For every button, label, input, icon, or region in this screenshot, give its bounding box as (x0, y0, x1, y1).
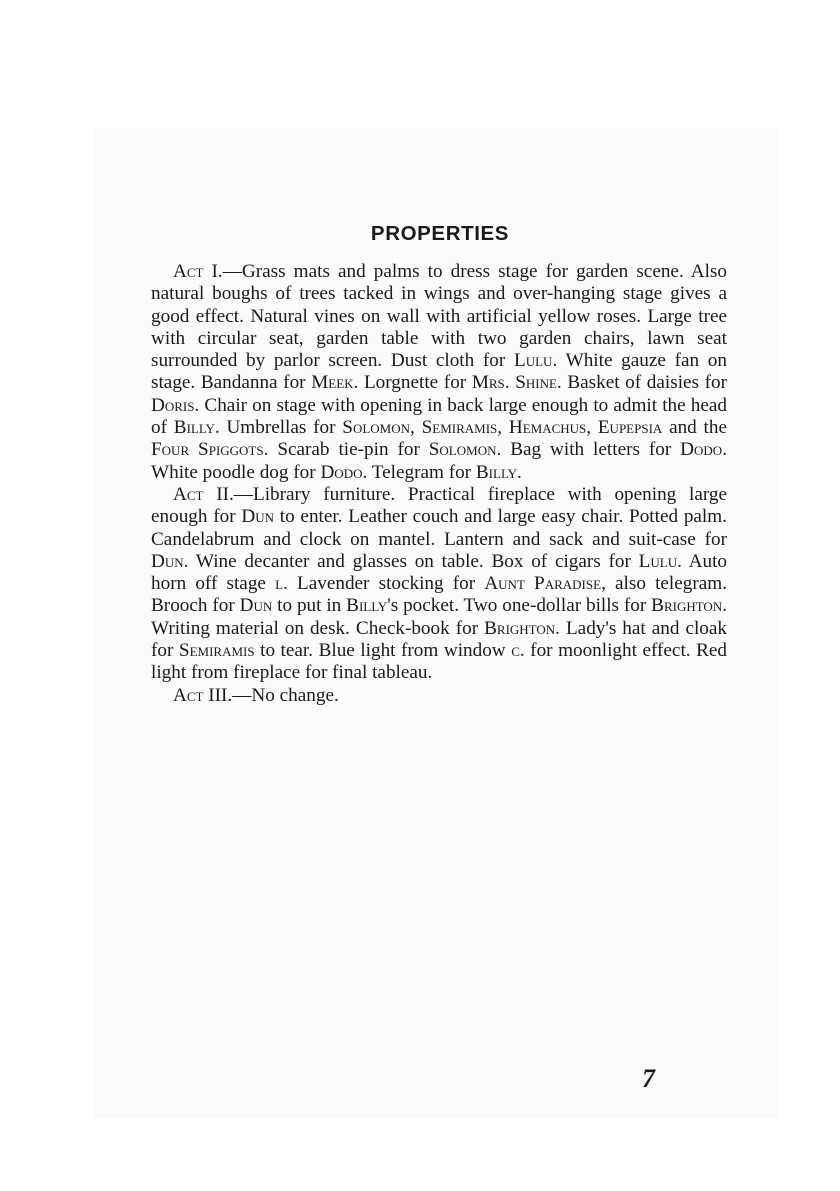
text-run: . Lorgnette for (353, 372, 472, 394)
character-name: Solomon, Semiramis, Hemachus, Eupepsia (342, 417, 663, 439)
page-number: 7 (642, 1064, 655, 1093)
text-run: . White gauze fan on stage. Bandanna for (151, 350, 727, 394)
character-name: Billy (173, 417, 215, 439)
text-run: . Umbrellas for (214, 417, 343, 439)
text-run: . Lavender stocking for (283, 573, 485, 595)
character-name: l (275, 573, 284, 595)
text-run: . Auto horn off stage (151, 550, 727, 595)
text-run: . Writing material on desk. Check-book for (151, 595, 728, 639)
properties-body (151, 261, 727, 707)
character-name: Brighton (484, 617, 556, 639)
text-run: and the (662, 417, 727, 439)
text-run: . White poodle dog for (151, 439, 727, 483)
act-text (151, 261, 727, 483)
character-name: Mrs. Shine (471, 372, 557, 394)
character-name: Billy (475, 461, 517, 483)
character-name: Billy (346, 595, 388, 617)
character-name: c (511, 640, 520, 662)
text-run: to enter. Leather couch and large easy chair. Potted palm. Candelabrum and clock on mantel. Lantern and sack and suit-case for (151, 506, 727, 550)
text-run: . (516, 461, 522, 483)
character-name: Dun (239, 595, 273, 617)
text-run: —Grass mats and palms to dress stage for garden scene. Also natural boughs of trees tacked in wings and over-hanging stage gives a good effect. Natural vines on wall with artificial yellow roses. Large tree with circular seat, garden table with two garden chairs, lawn seat surrounded by parlor screen. Dust cloth for (151, 261, 728, 372)
text-run: to put in (272, 595, 347, 617)
act-label: Act I. (173, 261, 223, 282)
text-run: . Bag with letters for (496, 439, 681, 461)
act-paragraph (151, 261, 727, 484)
page-title: PROPERTIES (370, 222, 510, 245)
text-run: . Telegram for (362, 461, 476, 483)
act-label: Act II. (173, 483, 234, 505)
character-name: Dun (241, 506, 274, 528)
text-run: 's pocket. Two one-dollar bills for (387, 595, 652, 617)
text-run: to tear. Blue light from window (254, 640, 512, 662)
character-name: Meek (311, 372, 354, 394)
act-paragraph (151, 685, 727, 707)
act-text (232, 685, 339, 706)
character-name: Dodo (680, 439, 723, 461)
text-run: . for moonlight effect. Red light from fireplace for final tableau. (151, 640, 728, 684)
text-run: . Lady's hat and cloak for (151, 617, 728, 662)
act-paragraph (151, 484, 727, 685)
character-name: Semiramis (178, 640, 255, 662)
act-text (151, 484, 727, 683)
text-run: . Wine decanter and glasses on table. Box of cigars for (183, 550, 639, 572)
character-name: Solomon (428, 439, 497, 461)
act-label: Act III. (173, 684, 233, 706)
character-name: Dodo (320, 461, 363, 483)
character-name: Doris (151, 394, 195, 416)
text-run: . Basket of daisies for (556, 372, 727, 394)
character-name: Four Spiggots (151, 439, 264, 461)
character-name: Lulu (513, 350, 553, 372)
character-name: Dun (151, 550, 184, 572)
text-run: —No change. (232, 684, 339, 706)
character-name: Lulu (638, 550, 678, 572)
text-run: . Scarab tie-pin for (263, 439, 429, 461)
text-run: , also telegram. Brooch for (151, 573, 727, 617)
character-name: Aunt Paradise (484, 573, 602, 595)
text-run: —Library furniture. Practical fireplace with opening large enough for (151, 483, 727, 528)
text-run: . Chair on stage with opening in back large enough to admit the head of (151, 394, 727, 439)
character-name: Brighton (651, 595, 723, 617)
